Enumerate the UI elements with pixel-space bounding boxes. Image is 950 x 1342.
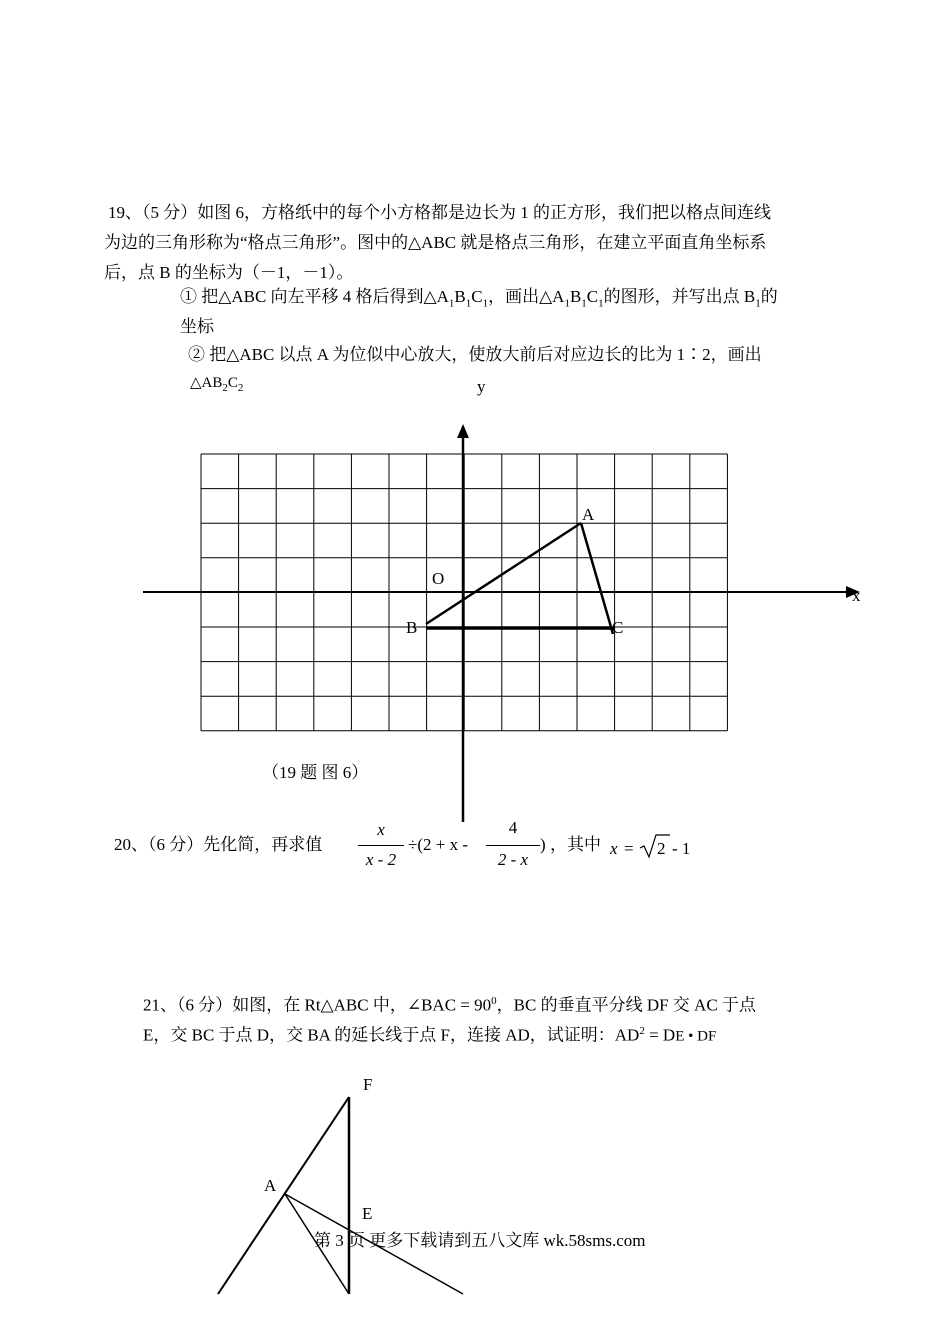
q20-div-part: ÷(2 + x - (408, 835, 468, 854)
q20-where: ，其中 (550, 835, 601, 854)
q21-degree-sup: 0 (491, 995, 497, 1007)
q19-item1-line2: 坐标 (180, 317, 214, 336)
q19-item1-d: ，画出△A (488, 287, 565, 306)
q20-expr-eq: = (624, 839, 634, 858)
q19-item1-c: C (471, 287, 483, 306)
sub-1: 1 (755, 297, 761, 310)
q19-line3: 后，点 B 的坐标为（－1，－1）。 (104, 263, 354, 282)
q20-expr-x: x (610, 839, 618, 858)
sub-1: 1 (564, 297, 570, 310)
q21-line2-a: E，交 BC 于点 D，交 BA 的延长线于点 F，连接 AD，试证明：AD (143, 1025, 640, 1045)
label-b: B (406, 618, 418, 637)
q19-item2: ② 把△ABC 以点 A 为位似中心放大，使放大前后对应边长的比为 1∶2，画出 (188, 345, 762, 364)
q19-line1: 19、（5 分）如图 6，方格纸中的每个小方格都是边长为 1 的正方形，我们把以格点间连线 (108, 203, 771, 222)
sub-2: 2 (237, 382, 244, 394)
q19-item2-b: C (227, 375, 238, 391)
label-x: x (852, 586, 861, 605)
sub-1: 1 (482, 297, 489, 310)
label-a: A (582, 505, 595, 524)
q21-label-a: A (264, 1176, 277, 1195)
q20-expr-rad: 2 (657, 839, 666, 858)
q20-close: ) (540, 835, 546, 854)
q19-item1-h: 的 (760, 287, 778, 306)
q21-line1-b: ，BC 的垂直平分线 DF 交 AC 于点 (496, 995, 756, 1015)
q20-prefix: 20、（6 分）先化简，再求值 (114, 835, 323, 854)
q20-frac2-den: 2 - x (497, 850, 529, 869)
q21-label-f: F (363, 1075, 373, 1094)
label-y: y (477, 377, 486, 396)
q19-item1-f: C (586, 287, 599, 306)
q19-line2: 为边的三角形称为“格点三角形”。图中的△ABC 就是格点三角形，在建立平面直角坐标系 (104, 233, 767, 252)
q21-line2-b: = D (644, 1025, 676, 1045)
q20-frac2-num: 4 (508, 818, 518, 837)
q21-line2 (143, 1020, 716, 1048)
sub-2: 2 (222, 382, 228, 394)
q21-square-sup: 2 (639, 1025, 645, 1037)
label-o: O (432, 569, 445, 588)
q19-item2-a: △AB (190, 375, 223, 391)
figure-6-caption: （19 题 图 6） (262, 763, 369, 782)
q21-label-e: E (362, 1204, 373, 1223)
page-footer: 第 3 页 更多下载请到五八文库 wk.58sms.com (314, 1231, 646, 1250)
q19-item1-g: 的图形，并写出点 B (603, 287, 756, 306)
q19-item1-a: ① 把△ABC 向左平移 4 格后得到△A (180, 287, 449, 306)
q19-item1-b: B (454, 287, 466, 306)
q20-expr-rest: - 1 (672, 839, 691, 858)
q20-frac1-num: x (377, 820, 385, 839)
sub-1: 1 (581, 297, 587, 310)
label-c: C (612, 618, 624, 637)
sub-1: 1 (598, 297, 604, 310)
q21-line2-c: E • DF (675, 1028, 717, 1045)
sub-1: 1 (448, 297, 455, 310)
q21-line1-a: 21、（6 分）如图，在 Rt△ABC 中，∠BAC = 90 (143, 995, 492, 1015)
q21-line1 (143, 990, 756, 1017)
sub-1: 1 (465, 297, 472, 310)
q20-frac1-den: x - 2 (365, 850, 397, 869)
q19-item1-e: B (569, 287, 582, 306)
